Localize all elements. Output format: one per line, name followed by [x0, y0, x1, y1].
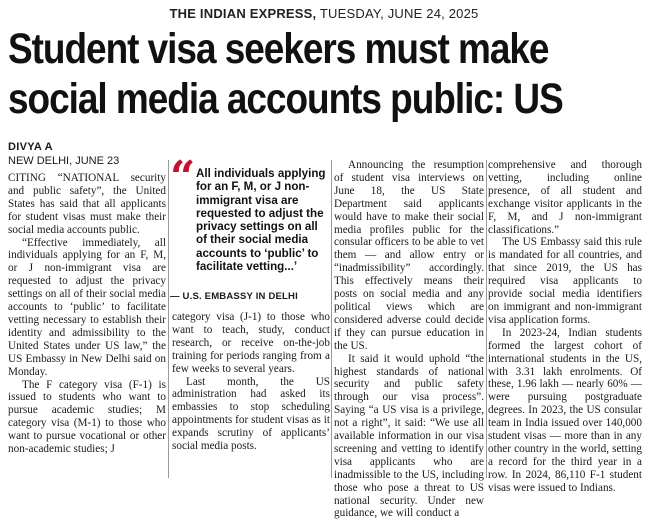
newspaper-name: THE INDIAN EXPRESS,: [169, 6, 317, 21]
article-paragraph: CITING “NATIONAL security and public safety”, the United States has said that all applicants for student visas must make their social media accounts public.: [8, 172, 166, 236]
headline-line-1: Student visa seekers must make: [8, 25, 549, 73]
article-paragraph: The F category visa (F-1) is issued to students who want to pursue academic studies; M category visa (M-1) to those who want to pursue vocational or other non-academic studies; J: [8, 378, 166, 456]
quote-mark-icon: “: [170, 152, 196, 203]
article-column-1: [8, 172, 166, 456]
pull-quote-source: — U.S. EMBASSY IN DELHI: [170, 291, 298, 302]
masthead: [0, 6, 648, 21]
pull-quote-text: All individuals applying for an F, M, or J non-immigrant visa are requested to adjust the privacy settings on all of their social media accounts to ‘public’ to facilitate vetting...’: [196, 167, 326, 274]
column-rule: [486, 160, 487, 478]
headline: [8, 24, 563, 124]
headline-line-2: social media accounts public: US: [8, 75, 563, 123]
article-paragraph: comprehensive and thorough vetting, including online presence, of all student and exchange visitor applicants in the F, M, and J non-immigrant classifications.”: [488, 159, 642, 236]
article-paragraph: “Effective immediately, all individuals applying for an F, M, or J non-immigrant visa are requested to adjust the privacy settings on all of their social media accounts to ‘public’ to facilitate vetting necessary to establish their identity and admissibility to the United States under US law,” the US Embassy in New Delhi said on Monday.: [8, 236, 166, 378]
article-column-3: [334, 159, 484, 520]
article-paragraph: Announcing the resumption of student visa interviews on June 18, the US State Department said applicants would have to make their social media profiles public for the consular officers to be able to vet them — and allow entry or “inadmissibility” accordingly. This effectively means their posts on social media and any political views which are considered adverse could decide if they can pursue education in the US.: [334, 159, 484, 352]
byline: [8, 140, 168, 168]
column-rule: [331, 160, 332, 478]
article-paragraph: It said it would uphold “the highest standards of national security and public safety through our visa process”. Saying “a US visa is a privilege, not a right”, it said: “We use all available information in our visa screening and vetting to identify visa applicants who are inadmissible to the US, including those who pose a threat to US national security. Under new guidance, we will conduct a: [334, 352, 484, 520]
pull-quote: [168, 152, 328, 310]
byline-dateline: NEW DELHI, JUNE 23: [8, 155, 120, 167]
article-paragraph: The US Embassy said this rule is mandated for all countries, and that since 2019, the US has required visa applicants to provide social media identifiers on immigrant and non-immigrant visa application forms.: [488, 236, 642, 326]
article-paragraph: category visa (J-1) to those who want to teach, study, conduct research, or receive on-the-job training for periods ranging from a few weeks to several years.: [172, 311, 330, 375]
article-column-2: [172, 311, 330, 453]
byline-author: DIVYA A: [8, 141, 53, 153]
article-paragraph: Last month, the US administration had asked its embassies to stop scheduling appointments for student visas as it expands scrutiny of applicants’ social media posts.: [172, 375, 330, 453]
publication-date: TUESDAY, JUNE 24, 2025: [316, 6, 479, 21]
article-column-4: [488, 159, 642, 495]
article-paragraph: In 2023-24, Indian students formed the largest cohort of international students in the US, with 3.31 lakh enrolments. Of these, 1.96 lakh — nearly 60% — were pursuing postgraduate degrees. In 2023, the US consular team in India issued over 140,000 student visas — more than in any other country in the world, setting a record for the third year in a row. In 2024, 86,110 F-1 student visas were issued to Indians.: [488, 326, 642, 494]
